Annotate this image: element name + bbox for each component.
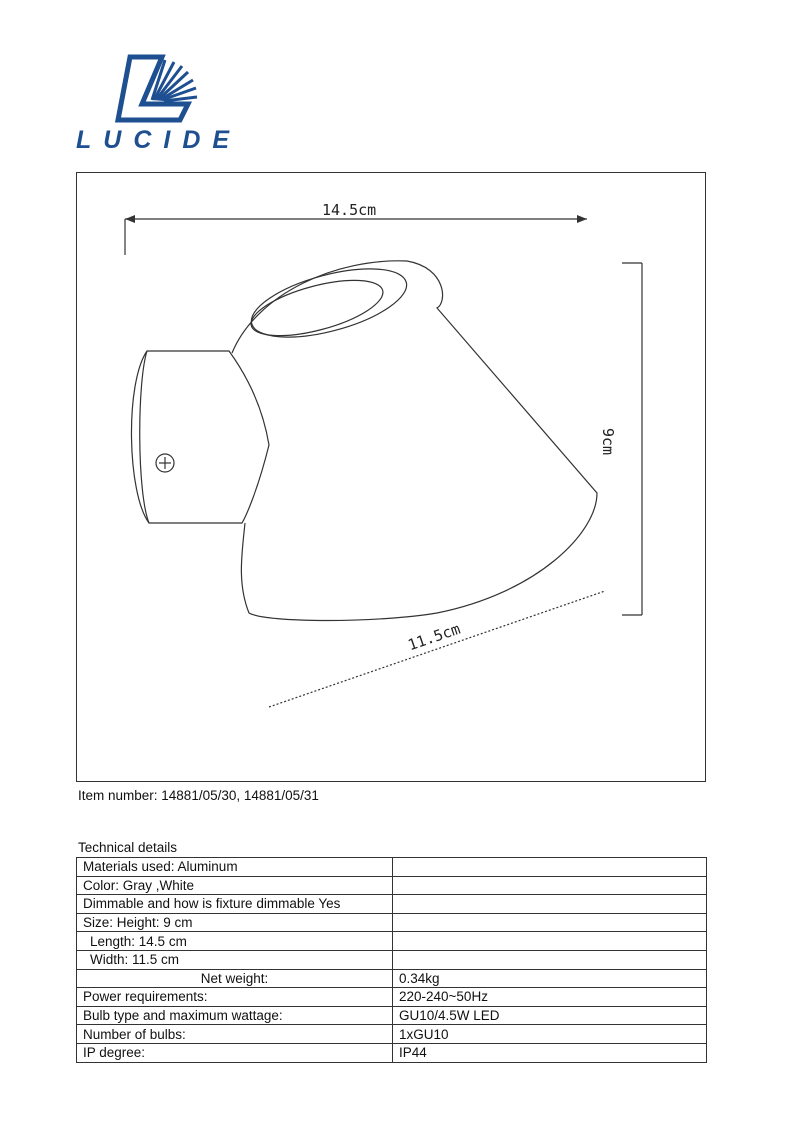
table-row — [77, 895, 707, 914]
row-label: IP degree: — [77, 1043, 393, 1062]
width-dimension: 11.5cm — [405, 619, 463, 655]
table-row — [77, 932, 707, 951]
row-label: Bulb type and maximum wattage: — [77, 1006, 393, 1025]
technical-details-title: Technical details — [78, 840, 178, 855]
row-label: Width: 11.5 cm — [77, 950, 393, 969]
row-value: GU10/4.5W LED — [393, 1006, 707, 1025]
row-value: 1xGU10 — [393, 1025, 707, 1044]
lamp-drawing — [77, 173, 707, 783]
row-value — [393, 858, 707, 877]
table-row — [77, 876, 707, 895]
row-value — [393, 913, 707, 932]
row-label: Length: 14.5 cm — [77, 932, 393, 951]
table-row — [77, 913, 707, 932]
item-number: Item number: 14881/05/30, 14881/05/31 — [78, 788, 319, 803]
table-row — [77, 1043, 707, 1062]
table-row — [77, 969, 707, 988]
row-label: Dimmable and how is fixture dimmable Yes — [77, 895, 393, 914]
table-row — [77, 988, 707, 1007]
row-value — [393, 950, 707, 969]
length-dimension: 14.5cm — [322, 201, 377, 219]
row-label: Materials used: Aluminum — [77, 858, 393, 877]
technical-details-table — [76, 857, 707, 1063]
row-label: Power requirements: — [77, 988, 393, 1007]
logo-mark-icon — [70, 52, 230, 127]
row-value — [393, 876, 707, 895]
row-label: Number of bulbs: — [77, 1025, 393, 1044]
row-value: IP44 — [393, 1043, 707, 1062]
row-label: Size: Height: 9 cm — [77, 913, 393, 932]
table-row — [77, 1006, 707, 1025]
row-label: Color: Gray ,White — [77, 876, 393, 895]
row-value — [393, 932, 707, 951]
table-row — [77, 858, 707, 877]
row-value: 0.34kg — [393, 969, 707, 988]
technical-drawing — [76, 172, 706, 782]
height-dimension: 9cm — [599, 428, 617, 456]
table-row — [77, 950, 707, 969]
brand-name: LUCIDE — [76, 126, 242, 154]
row-value: 220-240~50Hz — [393, 988, 707, 1007]
table-row — [77, 1025, 707, 1044]
lucide-logo — [70, 52, 242, 160]
row-value — [393, 895, 707, 914]
row-label: Net weight: — [77, 969, 393, 988]
